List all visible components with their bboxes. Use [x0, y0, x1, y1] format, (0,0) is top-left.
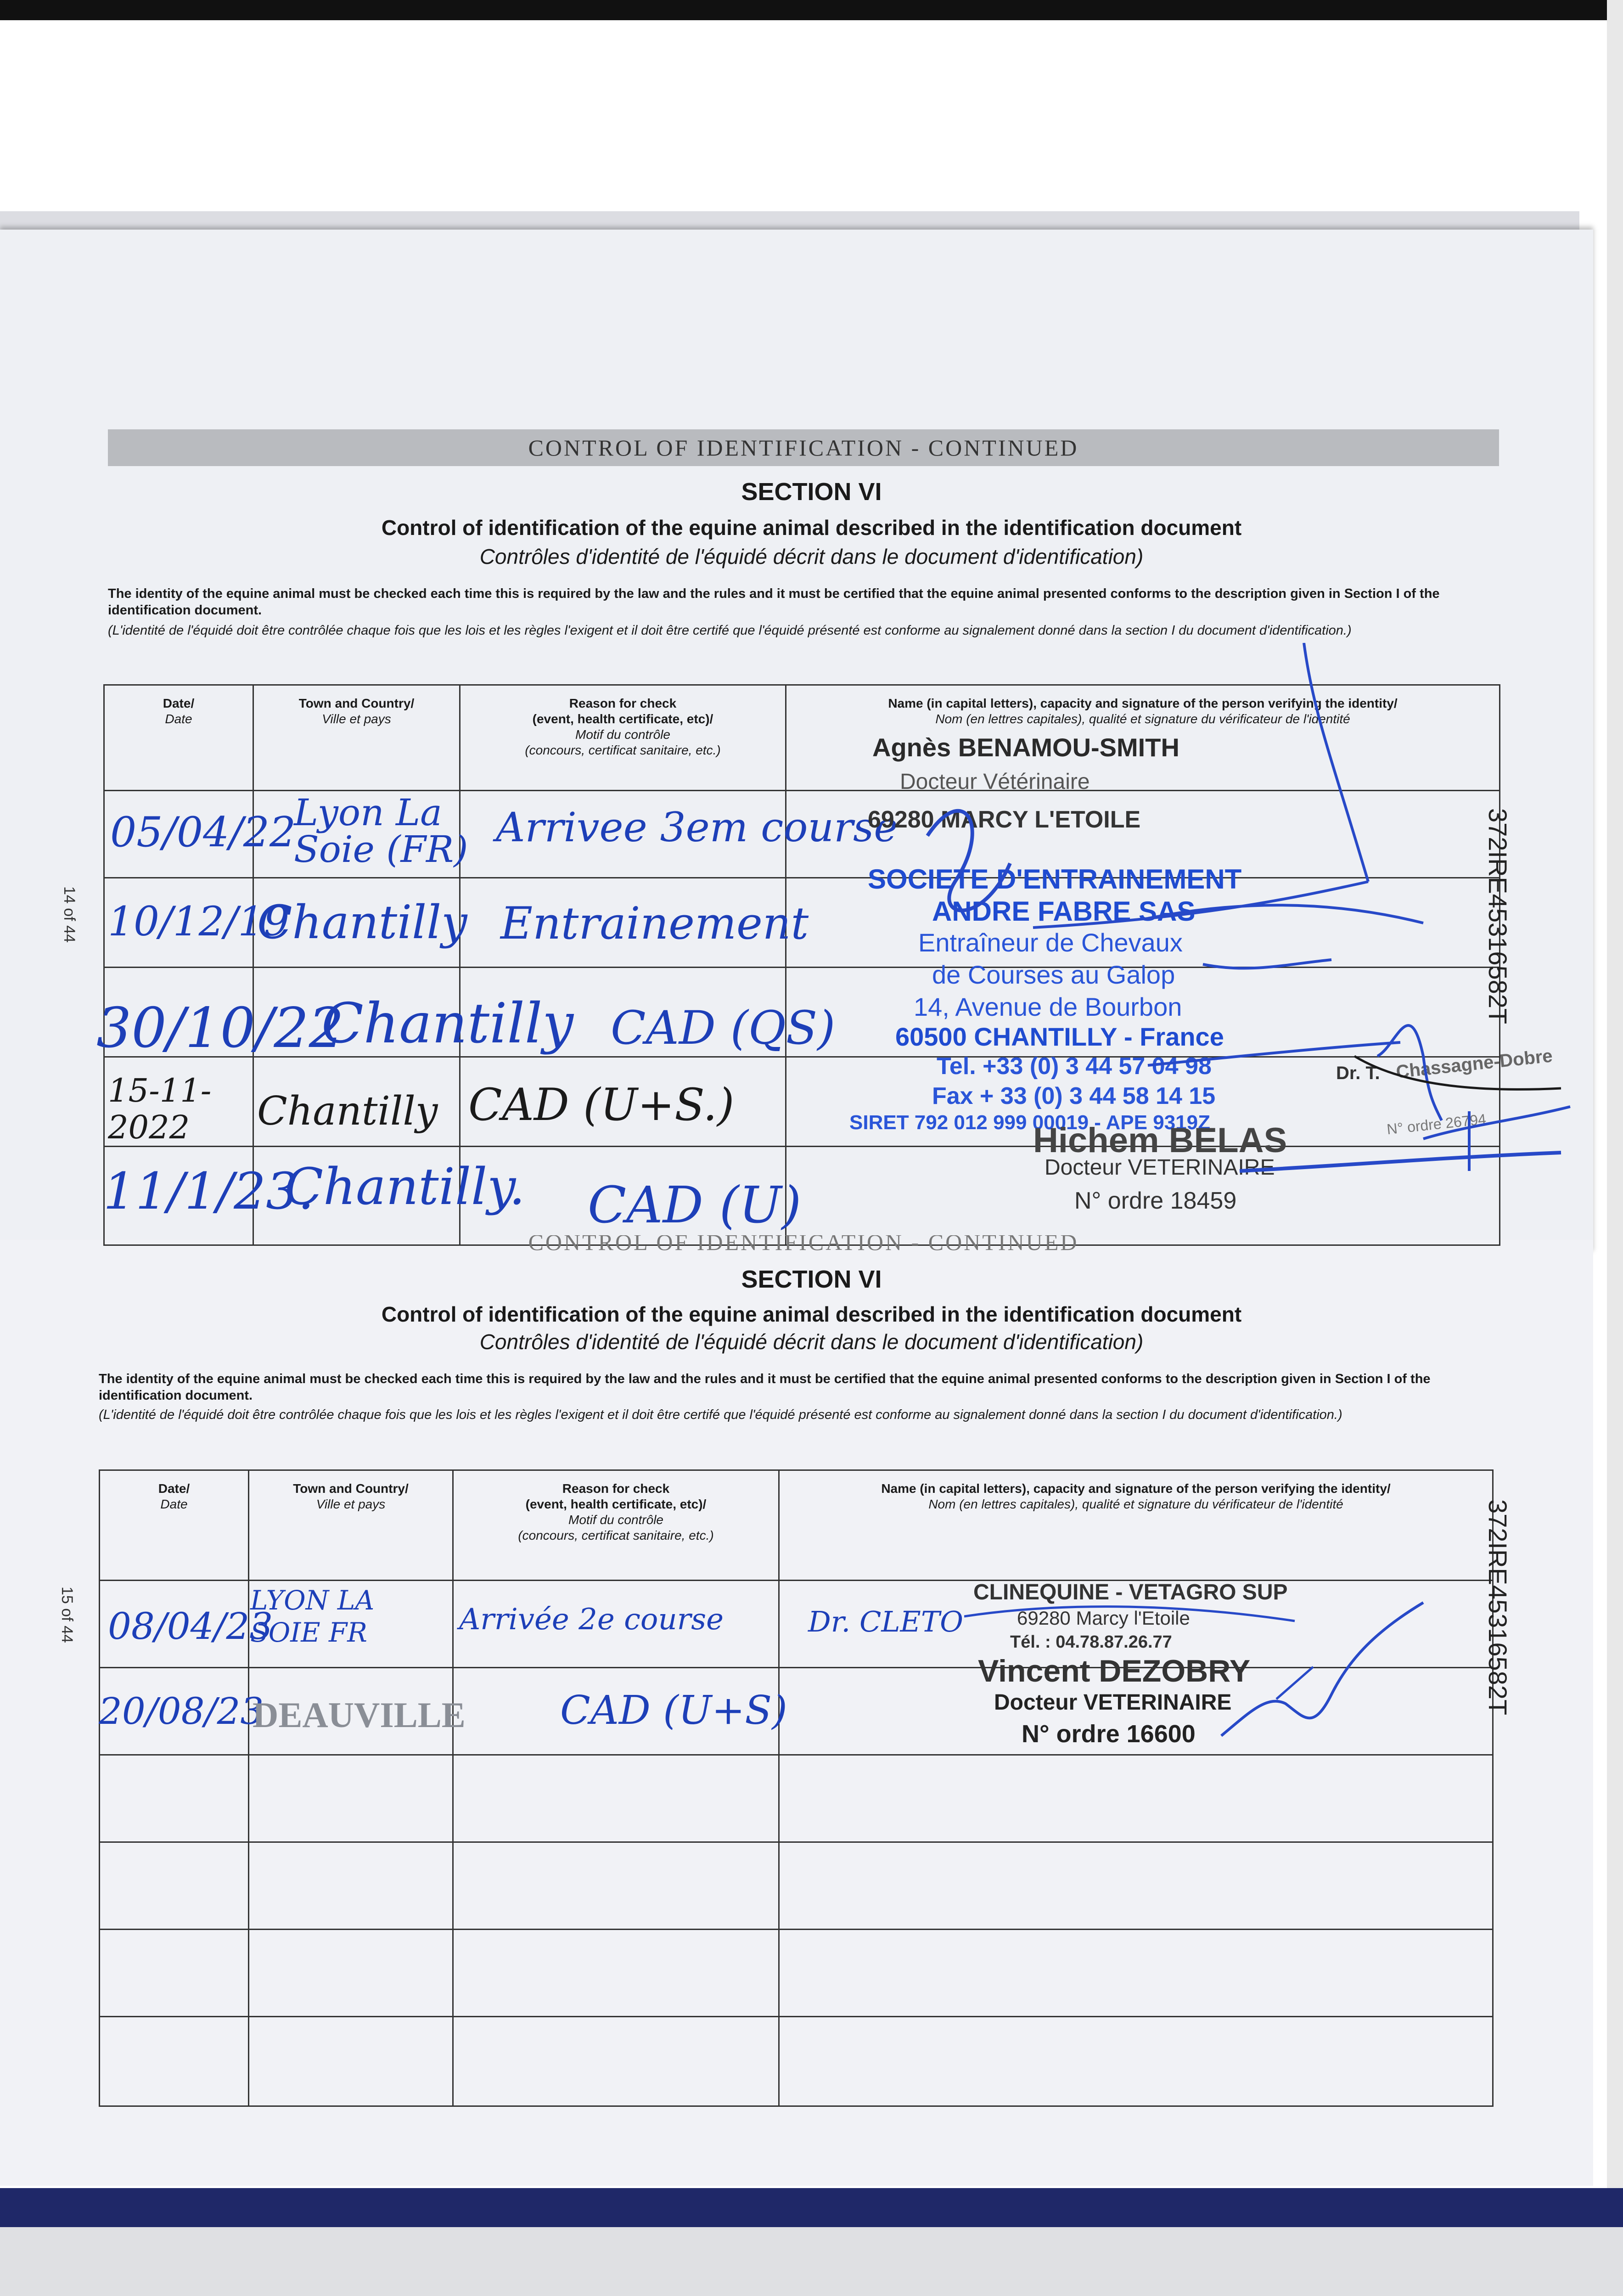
- entry-date: 15-11-2022: [108, 1072, 212, 1146]
- entry-reason: CAD (U+S): [560, 1688, 787, 1733]
- entry-town: Lyon La Soie (FR): [294, 791, 468, 871]
- identity-check-table: [99, 1469, 1494, 2107]
- entry-reason: CAD (U): [588, 1176, 802, 1234]
- company-stamp-line: SIRET 792 012 999 00019 - APE 9319Z: [849, 1111, 1210, 1134]
- entry-date: 20/08/23: [99, 1690, 264, 1733]
- company-stamp-line: de Courses au Galop: [932, 960, 1175, 989]
- side-code: 372IRE45316582T: [1483, 1499, 1512, 1716]
- vet-stamp-address: 69280 MARCY L'ETOILE: [868, 806, 1141, 833]
- section-banner: CONTROL OF IDENTIFICATION - CONTINUED: [528, 1235, 1079, 1254]
- entry-town: Chantilly: [321, 992, 574, 1056]
- top-dark-border: [0, 0, 1623, 20]
- header-reason: Reason for check (event, health certificate, etc)/ Motif du contrôle (concours, certificat sanitaire, etc.): [453, 1470, 779, 1581]
- right-edge: [1607, 0, 1623, 2296]
- section-heading: SECTION VI: [741, 1266, 882, 1293]
- vet-stamp-name: Chassagne-Dobre: [1395, 1046, 1554, 1082]
- signature-strokes: [964, 1584, 1492, 1768]
- company-stamp-line: Entraîneur de Chevaux: [918, 928, 1183, 957]
- intro-text: The identity of the equine animal must be checked each time this is required by the law and the rules and it must be certified that the equine animal presented conforms to the description given in Section I of the identification document.: [108, 586, 1440, 618]
- entry-reason: CAD (U+S.): [468, 1079, 735, 1131]
- vet-stamp-title: Docteur VETERINAIRE: [994, 1690, 1232, 1715]
- intro-text-fr: (L'identité de l'équidé doit être contrôlée chaque fois que les lois et les règles l'exigent et il doit être certifé que l'équidé présenté est conforme au signalement donné dans la section I du document d'identification.): [108, 623, 1352, 638]
- vet-stamp-name: Hichem BELAS: [1033, 1121, 1287, 1160]
- vet-stamp-title: Docteur VETERINAIRE: [1045, 1155, 1275, 1180]
- entry-town-stamp: DEAUVILLE: [253, 1695, 466, 1735]
- section-title: Control of identification of the equine animal described in the identification document: [381, 516, 1242, 540]
- bottom-margin: [0, 2227, 1623, 2296]
- intro-text-fr: (L'identité de l'équidé doit être contrôlée chaque fois que les lois et les règles l'exigent et il doit être certifé que l'équidé présenté est conforme au signalement donné dans la section I du document d'identification.): [99, 1407, 1342, 1422]
- table-header-row: [100, 1470, 1493, 1581]
- entry-reason: CAD (QS): [611, 1001, 836, 1055]
- header-name: Name (in capital letters), capacity and signature of the person verifying the identity/ Nom (en lettres capitales), qualité et signature du vérificateur de l'identité: [786, 685, 1500, 791]
- vet-stamp-ordre: N° ordre 26794: [1386, 1110, 1487, 1138]
- entry-town: Chantilly: [257, 895, 467, 949]
- clinic-stamp-line: 69280 Marcy l'Etoile: [1017, 1607, 1190, 1629]
- page-number: 15 of 44: [58, 1587, 76, 1643]
- cover-blue-edge: [0, 2188, 1623, 2227]
- table-row: [100, 1930, 1493, 2017]
- entry-date: 30/10/22: [96, 996, 344, 1060]
- entry-reason: Entrainement: [500, 898, 809, 949]
- header-town: Town and Country/ Ville et pays: [249, 1470, 453, 1581]
- page-number: 14 of 44: [61, 886, 78, 943]
- entry-date: 08/04/23: [108, 1605, 273, 1648]
- company-stamp-line: 60500 CHANTILLY - France: [895, 1022, 1224, 1051]
- header-reason: Reason for check (event, health certificate, etc)/ Motif du contrôle (concours, certificat sanitaire, etc.): [460, 685, 786, 791]
- entry-reason: Arrivée 2e course: [459, 1603, 724, 1637]
- side-code: 372IRE45316582T: [1483, 808, 1512, 1024]
- vet-stamp-title: Docteur Vétérinaire: [900, 770, 1090, 794]
- vet-stamp-ordre: N° ordre 16600: [1022, 1720, 1196, 1748]
- entry-date: 11/1/23.: [103, 1162, 314, 1221]
- section-title-fr: Contrôles d'identité de l'équidé décrit dans le document d'identification): [479, 545, 1144, 568]
- section-heading: SECTION VI: [741, 478, 882, 506]
- company-stamp-line: 14, Avenue de Bourbon: [914, 992, 1182, 1021]
- header-town: Town and Country/ Ville et pays: [253, 685, 460, 791]
- vet-stamp-name: Vincent DEZOBRY: [978, 1654, 1251, 1688]
- intro-text: The identity of the equine animal must be checked each time this is required by the law and the rules and it must be certified that the equine animal presented conforms to the description given in Section I of the identification document.: [99, 1372, 1431, 1403]
- entry-name: Dr. CLETO: [808, 1605, 964, 1638]
- company-stamp-line: Fax + 33 (0) 3 44 58 14 15: [932, 1083, 1216, 1109]
- section-banner: CONTROL OF IDENTIFICATION - CONTINUED: [108, 429, 1499, 466]
- entry-town: Chantilly.: [285, 1157, 525, 1216]
- table-row: [100, 1755, 1493, 1842]
- header-name: Name (in capital letters), capacity and signature of the person verifying the identity/ Nom (en lettres capitales), qualité et signature du vérificateur de l'identité: [779, 1470, 1493, 1581]
- entry-date: 10/12/19: [108, 898, 290, 945]
- company-stamp-line: ANDRE FABRE SAS: [932, 896, 1196, 927]
- clinic-stamp-line: CLINEQUINE - VETAGRO SUP: [973, 1580, 1288, 1604]
- company-stamp-line: SOCIETE D'ENTRAINEMENT: [868, 864, 1242, 895]
- header-date: Date/ Date: [104, 685, 253, 791]
- table-row: [100, 2017, 1493, 2106]
- entry-date: 05/04/22: [110, 808, 296, 856]
- vet-stamp-ordre: N° ordre 18459: [1074, 1187, 1237, 1214]
- company-stamp-line: Tel. +33 (0) 3 44 57 04 98: [937, 1053, 1212, 1080]
- section-title: Control of identification of the equine animal described in the identification document: [381, 1302, 1242, 1326]
- vet-stamp-prefix: Dr. T.: [1336, 1063, 1380, 1083]
- table-row: [100, 1842, 1493, 1930]
- header-date: Date/ Date: [100, 1470, 249, 1581]
- entry-town: LYON LA SOIE FR: [250, 1585, 375, 1648]
- section-title-fr: Contrôles d'identité de l'équidé décrit dans le document d'identification): [479, 1330, 1144, 1354]
- entry-town: Chantilly: [257, 1088, 438, 1134]
- vet-stamp-name: Agnès BENAMOU-SMITH: [872, 733, 1179, 762]
- clinic-stamp-line: Tél. : 04.78.87.26.77: [1010, 1632, 1172, 1652]
- entry-reason: Arrivee 3em course: [496, 804, 898, 851]
